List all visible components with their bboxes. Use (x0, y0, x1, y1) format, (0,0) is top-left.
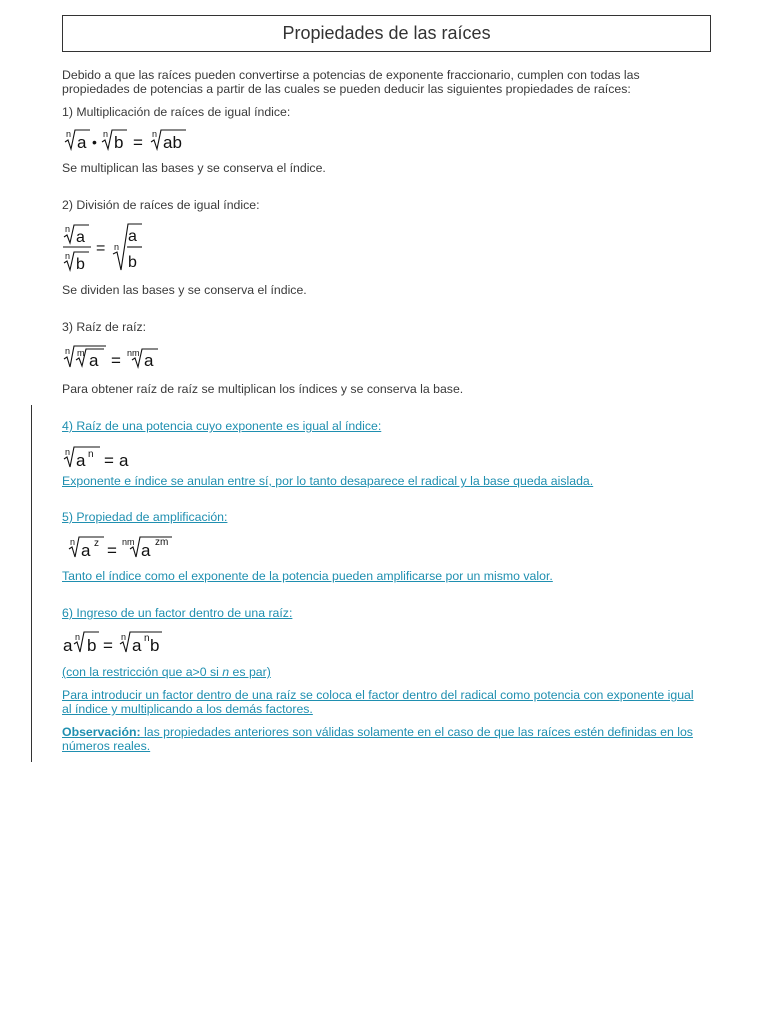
equals-sign: = (133, 133, 143, 152)
formula-amplification (62, 533, 182, 566)
svg-text:zm: zm (155, 537, 169, 548)
observation-label: Observación: (62, 725, 141, 739)
svg-text:n: n (121, 632, 127, 642)
property-1-heading: 1) Multiplicación de raíces de igual índice: (62, 105, 291, 119)
observation-line-2: números reales. (62, 739, 151, 753)
svg-text:n: n (75, 632, 81, 642)
property-6-heading: 6) Ingreso de un factor dentro de una raíz: (62, 606, 293, 620)
intro-line-2: propiedades de potencias a partir de las cuales se pueden deducir las siguientes propiedades de raíces: (62, 82, 631, 96)
svg-text:a: a (76, 229, 85, 246)
equals-sign: = (103, 636, 113, 655)
svg-text:nm: nm (122, 537, 135, 547)
formula-power-equal-index (62, 445, 142, 476)
page-title-text: Propiedades de las raíces (282, 23, 491, 43)
property-4-note: Exponente e índice se anulan entre sí, por lo tanto desaparece el radical y la base queda aislada. (62, 474, 594, 488)
svg-text:a: a (144, 351, 154, 370)
property-4-heading: 4) Raíz de una potencia cuyo exponente es igual al índice: (62, 419, 382, 433)
property-5-heading: 5) Propiedad de amplificación: (62, 510, 228, 524)
svg-text:a: a (76, 451, 86, 470)
svg-text:a: a (63, 636, 73, 655)
dot-operator: • (92, 134, 97, 150)
svg-text:a: a (89, 351, 99, 370)
svg-text:n: n (65, 251, 71, 261)
formula-division (62, 221, 152, 278)
property-5-note: Tanto el índice como el exponente de la potencia pueden amplificarse por un mismo valor. (62, 569, 553, 583)
equals-sign: = (111, 351, 121, 370)
svg-text:m: m (77, 348, 85, 358)
svg-text:a: a (141, 541, 151, 560)
svg-text:n: n (70, 537, 76, 547)
radical-index: n (152, 129, 158, 139)
svg-text:b: b (76, 256, 85, 273)
svg-text:a: a (132, 636, 142, 655)
svg-text:b: b (128, 254, 137, 271)
radical-index: n (103, 129, 109, 139)
equals-sign: = (104, 451, 114, 470)
property-2-heading: 2) División de raíces de igual índice: (62, 198, 260, 212)
page-title (62, 15, 711, 52)
svg-text:n: n (144, 633, 150, 644)
property-3-heading: 3) Raíz de raíz: (62, 320, 147, 334)
radical-index: n (66, 129, 72, 139)
svg-text:b: b (87, 636, 97, 655)
formula-root-of-root (62, 343, 172, 378)
revision-bar (31, 405, 32, 762)
equals-sign: = (107, 541, 117, 560)
property-2-note: Se dividen las bases y se conserva el índice. (62, 283, 307, 297)
svg-text:b: b (150, 636, 160, 655)
property-3-note: Para obtener raíz de raíz se multiplican los índices y se conserva la base. (62, 382, 464, 396)
property-6-note-line-2: al índice y multiplicando a los demás factores. (62, 702, 313, 716)
formula-multiplication (62, 126, 202, 161)
svg-text:n: n (114, 242, 120, 252)
radicand: ab (163, 133, 182, 152)
radicand: a (77, 133, 87, 152)
svg-text:n: n (65, 346, 71, 356)
property-6-note-line-1: Para introducir un factor dentro de una raíz se coloca el factor dentro del radical como potencia con exponente igual (62, 688, 694, 702)
property-1-note: Se multiplican las bases y se conserva el índice. (62, 161, 326, 175)
formula-factor-inside-root (62, 629, 172, 662)
equals-sign: = (96, 240, 106, 257)
property-6-restriction: (con la restricción que a>0 si n es par) (62, 665, 271, 679)
svg-text:n: n (88, 449, 94, 460)
observation-line-1: Observación: las propiedades anteriores son válidas solamente en el caso de que las raíces estén definidas en los (62, 725, 693, 739)
intro-line-1: Debido a que las raíces pueden convertirse a potencias de exponente fraccionario, cumplen con todas las (62, 68, 640, 82)
svg-text:n: n (65, 224, 71, 234)
svg-text:a: a (128, 228, 137, 245)
radicand: b (114, 133, 124, 152)
svg-text:a: a (119, 451, 129, 470)
svg-text:nm: nm (127, 348, 140, 358)
svg-text:z: z (94, 538, 99, 549)
svg-text:n: n (65, 447, 71, 457)
svg-text:a: a (81, 541, 91, 560)
